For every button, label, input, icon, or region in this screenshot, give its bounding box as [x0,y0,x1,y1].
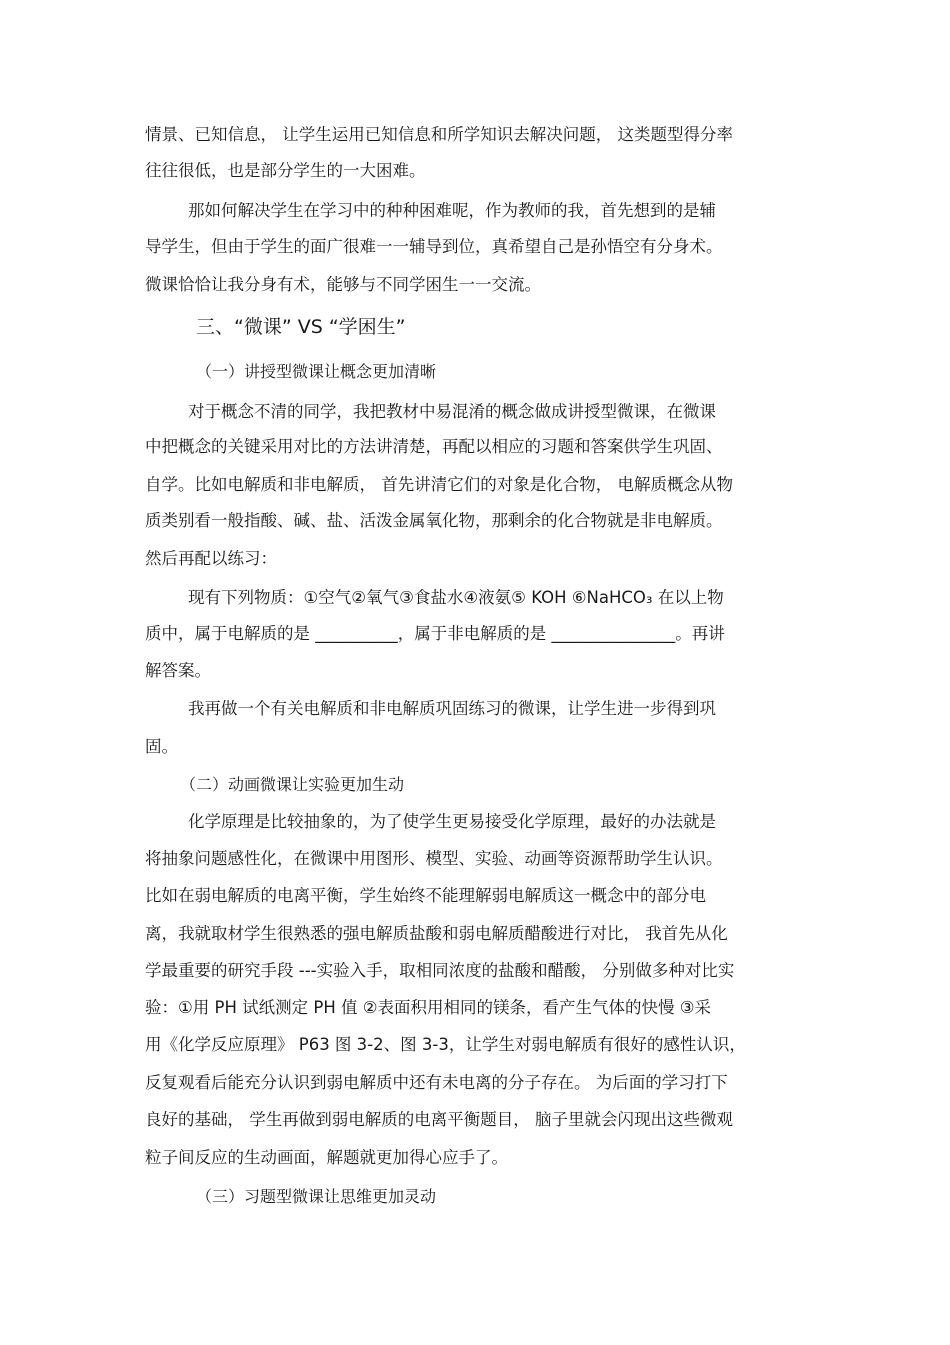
paragraph-line: 自学。比如电解质和非电解质， 首先讲清它们的对象是化合物， 电解质概念从物 [145,475,733,494]
paragraph-line: 验：①用 PH 试纸测定 PH 值 ②表面积用相同的镁条，看产生气体的快慢 ③采 [145,998,712,1017]
paragraph-line: 我再做一个有关电解质和非电解质巩固练习的微课，让学生进一步得到巩 [188,699,716,718]
paragraph-line: 然后再配以练习： [145,549,277,568]
paragraph-line: 良好的基础， 学生再做到弱电解质的电离平衡题目， 脑子里就会闪现出这些微观 [145,1110,733,1129]
paragraph-line: 固。 [145,737,178,756]
paragraph-line: 比如在弱电解质的电离平衡，学生始终不能理解弱电解质这一概念中的部分电 [145,886,706,905]
paragraph-line: 导学生，但由于学生的面广很难一一辅导到位，真希望自己是孙悟空有分身术。 [145,237,723,256]
paragraph-line: 学最重要的研究手段 ---实验入手，取相同浓度的盐酸和醋酸， 分别做多种对比实 [145,961,735,980]
paragraph-line: 微课恰恰让我分身有术，能够与不同学困生一一交流。 [145,275,541,294]
paragraph-line: 中把概念的关键采用对比的方法讲清楚，再配以相应的习题和答案供学生巩固、 [145,437,723,456]
paragraph-line: 质类别看一般指酸、碱、盐、活泼金属氧化物，那剩余的化合物就是非电解质。 [145,511,723,530]
paragraph-line: 粒子间反应的生动画面，解题就更加得心应手了。 [145,1148,508,1167]
paragraph-line: 解答案。 [145,661,211,680]
paragraph-line: 往往很低，也是部分学生的一大困难。 [145,161,426,180]
exercise-line: 质中，属于电解质的是 __________，属于非电解质的是 _______________。再讲 [145,624,725,643]
paragraph-line: 将抽象问题感性化，在微课中用图形、模型、实验、动画等资源帮助学生认识。 [145,849,723,868]
section-heading: 三、“微课” VS “学困生” [196,316,406,338]
paragraph-line: 化学原理是比较抽象的，为了使学生更易接受化学原理，最好的办法就是 [188,812,716,831]
paragraph-line: 反复观看后能充分认识到弱电解质中还有未电离的分子存在。 为后面的学习打下 [145,1073,728,1092]
exercise-line: 现有下列物质：①空气②氧气③食盐水④液氨⑤ KOH ⑥NaHCO₃ 在以上物 [188,588,724,607]
paragraph-line: 对于概念不清的同学，我把教材中易混淆的概念做成讲授型微课，在微课 [188,402,716,421]
paragraph-line: 离，我就取材学生很熟悉的强电解质盐酸和弱电解质醋酸进行对比， 我首先从化 [145,924,728,943]
paragraph-line: 用《化学反应原理》 P63 图 3-2、图 3-3，让学生对弱电解质有很好的感性认识， [145,1035,746,1054]
paragraph-line: 那如何解决学生在学习中的种种困难呢，作为教师的我，首先想到的是辅 [188,201,716,220]
paragraph-line: 情景、已知信息， 让学生运用已知信息和所学知识去解决问题， 这类题型得分率 [145,125,733,144]
subsection-heading: （一）讲授型微课让概念更加清晰 [196,362,437,381]
subsection-heading: （三）习题型微课让思维更加灵动 [196,1187,437,1206]
subsection-heading: （二）动画微课让实验更加生动 [180,775,405,794]
